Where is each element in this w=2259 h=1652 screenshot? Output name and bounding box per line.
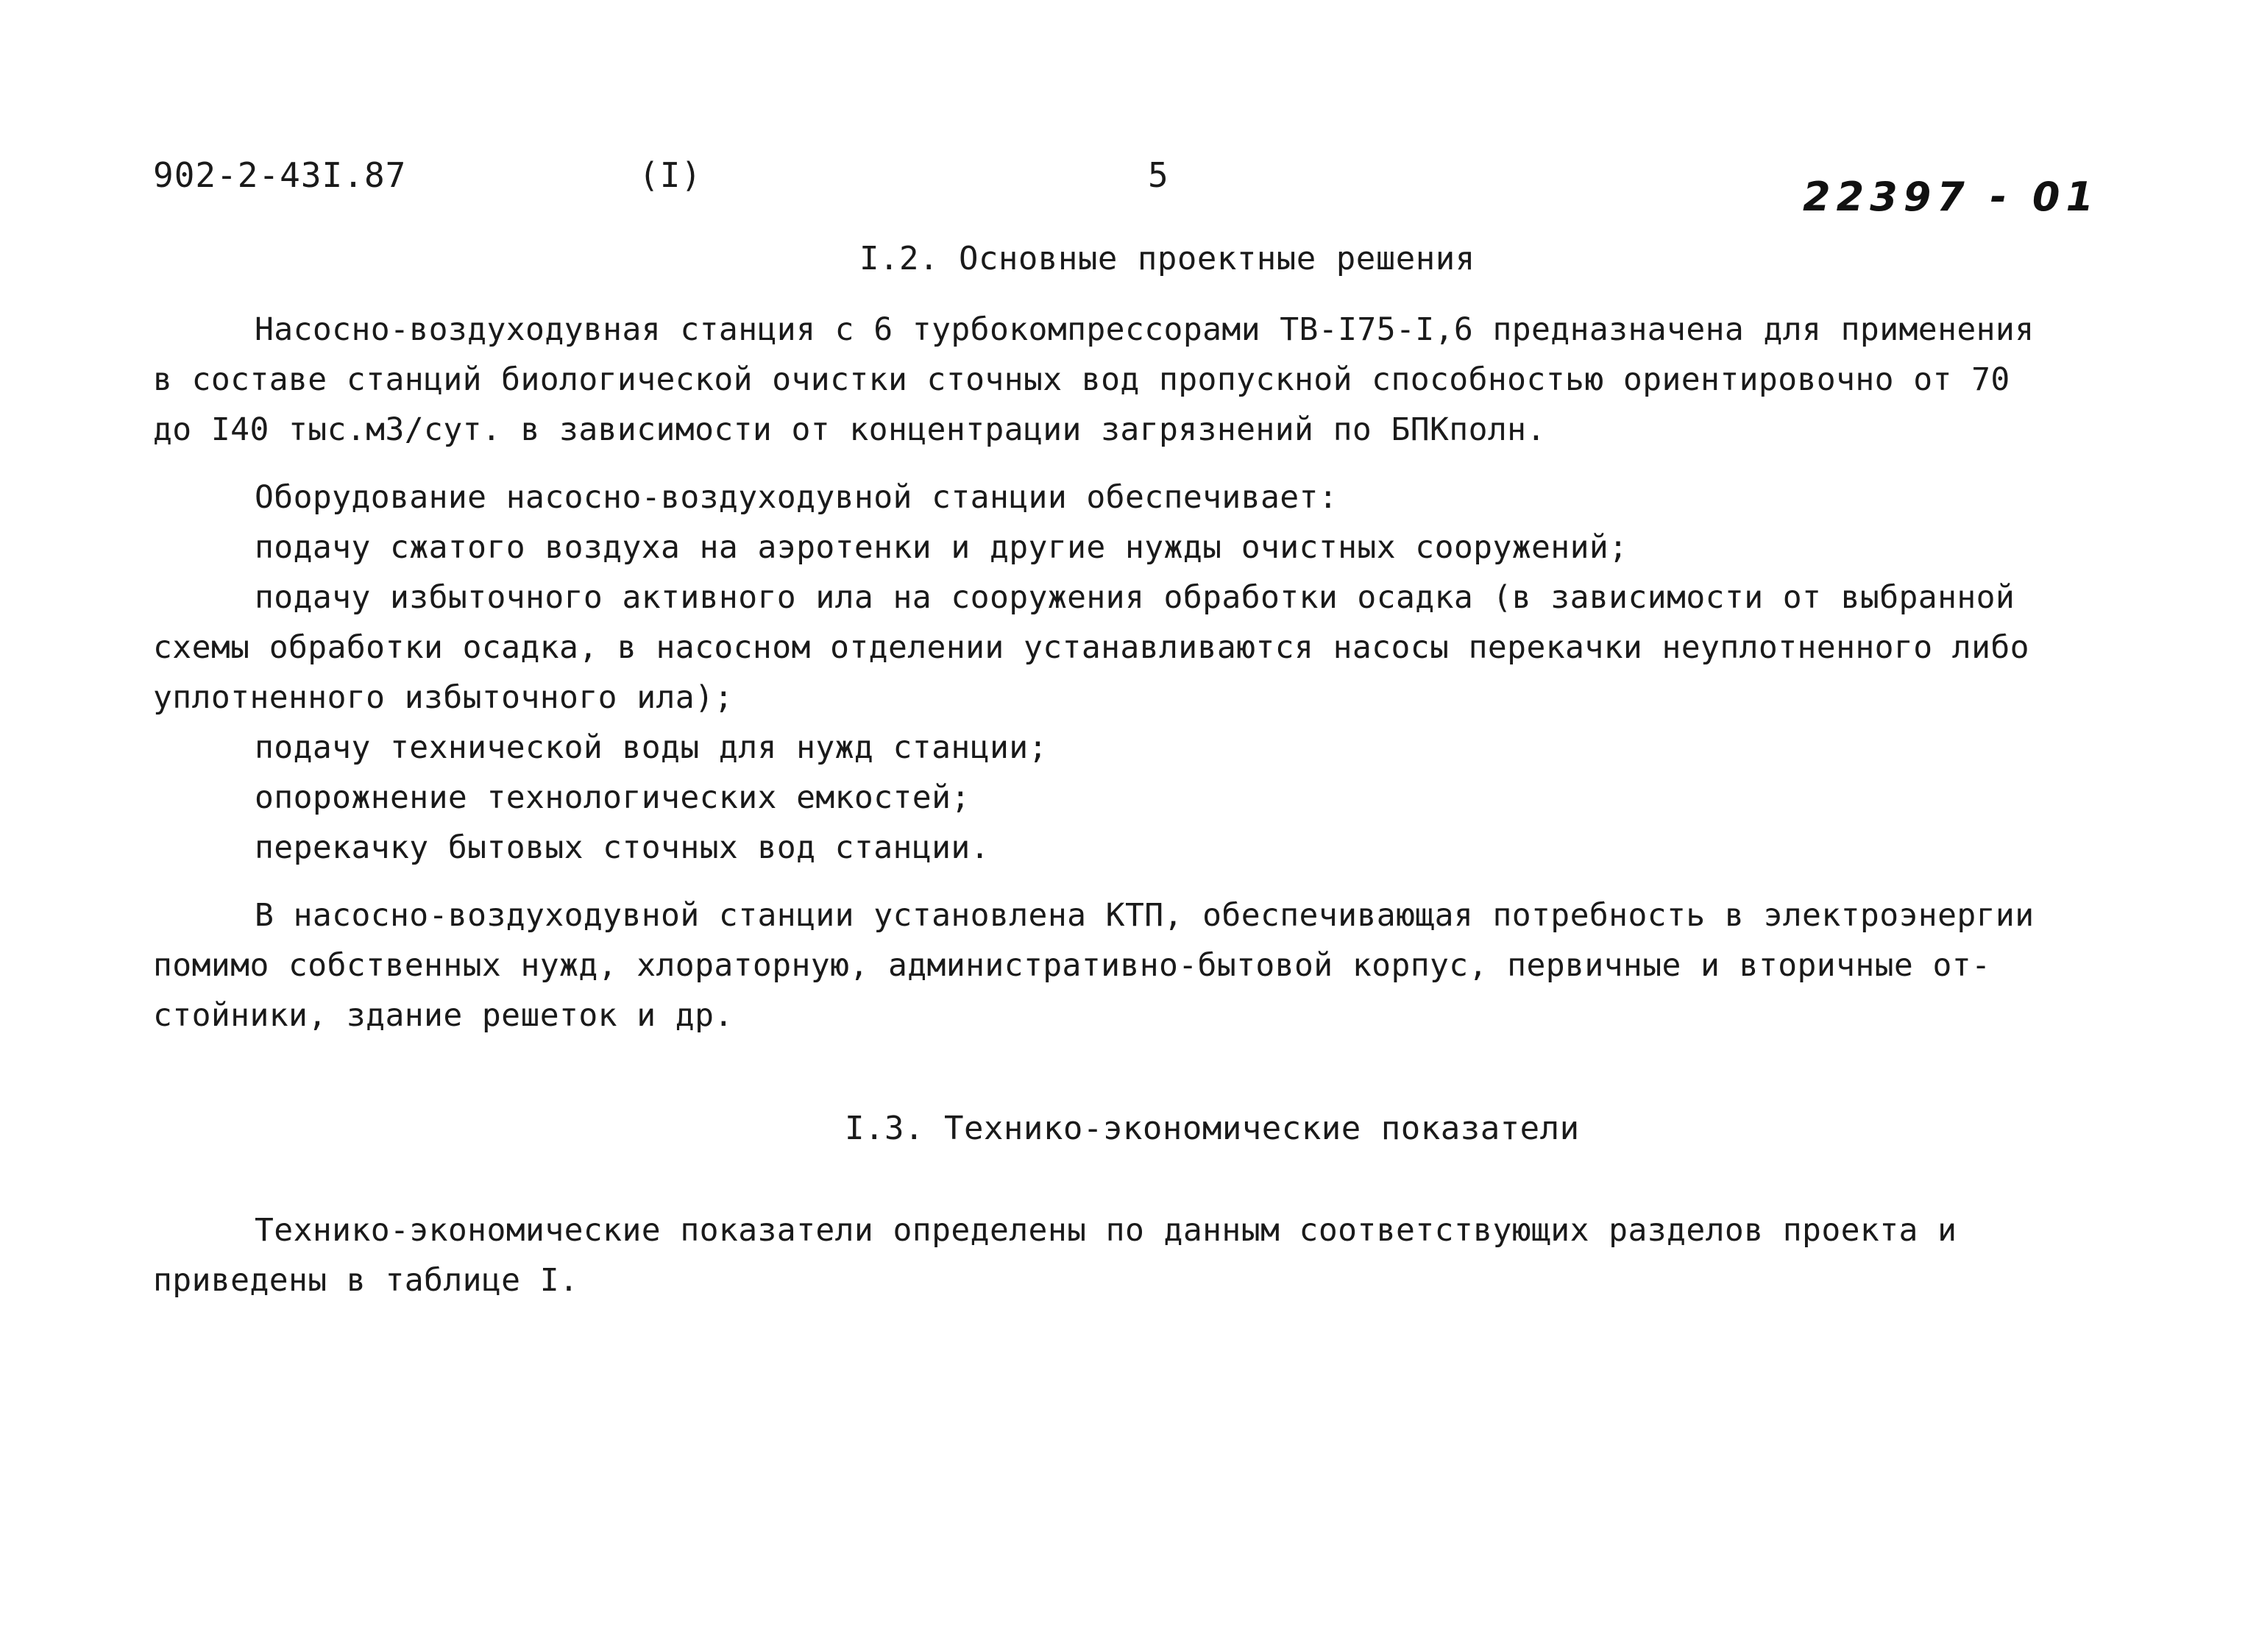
text-line: схемы обработки осадка, в насосном отделении устанавливаются насосы перекачки неуплотненного либо: [153, 629, 2029, 666]
text-line: Технико-экономические показатели определены по данным соответствующих разделов проекта и: [255, 1212, 1957, 1249]
text-line: помимо собственных нужд, хлораторную, административно-бытовой корпус, первичные и вторичные от-: [153, 947, 1991, 984]
text-line: в составе станций биологической очистки сточных вод пропускной способностью ориентировочно от 70: [153, 361, 2010, 398]
document-code: 902-2-43I.87: [153, 155, 407, 195]
text-line: подачу сжатого воздуха на аэротенки и другие нужды очистных сооружений;: [255, 529, 1628, 566]
text-line: подачу технической воды для нужд станции;: [255, 729, 1048, 766]
text-line: подачу избыточного активного ила на сооружения обработки осадка (в зависимости от выбранной: [255, 579, 2015, 616]
text-line: стойники, здание решеток и др.: [153, 997, 734, 1034]
text-line: уплотненного избыточного ила);: [153, 679, 734, 716]
text-line: до I40 тыс.м3/сут. в зависимости от концентрации загрязнений по БПКполн.: [153, 411, 1546, 448]
section-heading-1-2: I.2. Основные проектные решения: [859, 240, 1475, 277]
volume-number: (I): [639, 155, 703, 195]
text-line: В насосно-воздуходувной станции установлена КТП, обеспечивающая потребность в электроэнергии: [255, 897, 2035, 934]
text-line: Насосно-воздуходувная станция с 6 турбокомпрессорами ТВ-I75-I,6 предназначена для применения: [255, 311, 2035, 348]
text-line: приведены в таблице I.: [153, 1262, 579, 1299]
section-heading-1-3: I.3. Технико-экономические показатели: [845, 1110, 1580, 1147]
text-line: перекачку бытовых сточных вод станции.: [255, 829, 990, 866]
page-number: 5: [1148, 155, 1169, 195]
text-line: опорожнение технологических емкостей;: [255, 779, 971, 816]
handwritten-inventory-number: 22397 - 01: [1803, 174, 2100, 220]
text-line: Оборудование насосно-воздуходувной станции обеспечивает:: [255, 479, 1338, 516]
